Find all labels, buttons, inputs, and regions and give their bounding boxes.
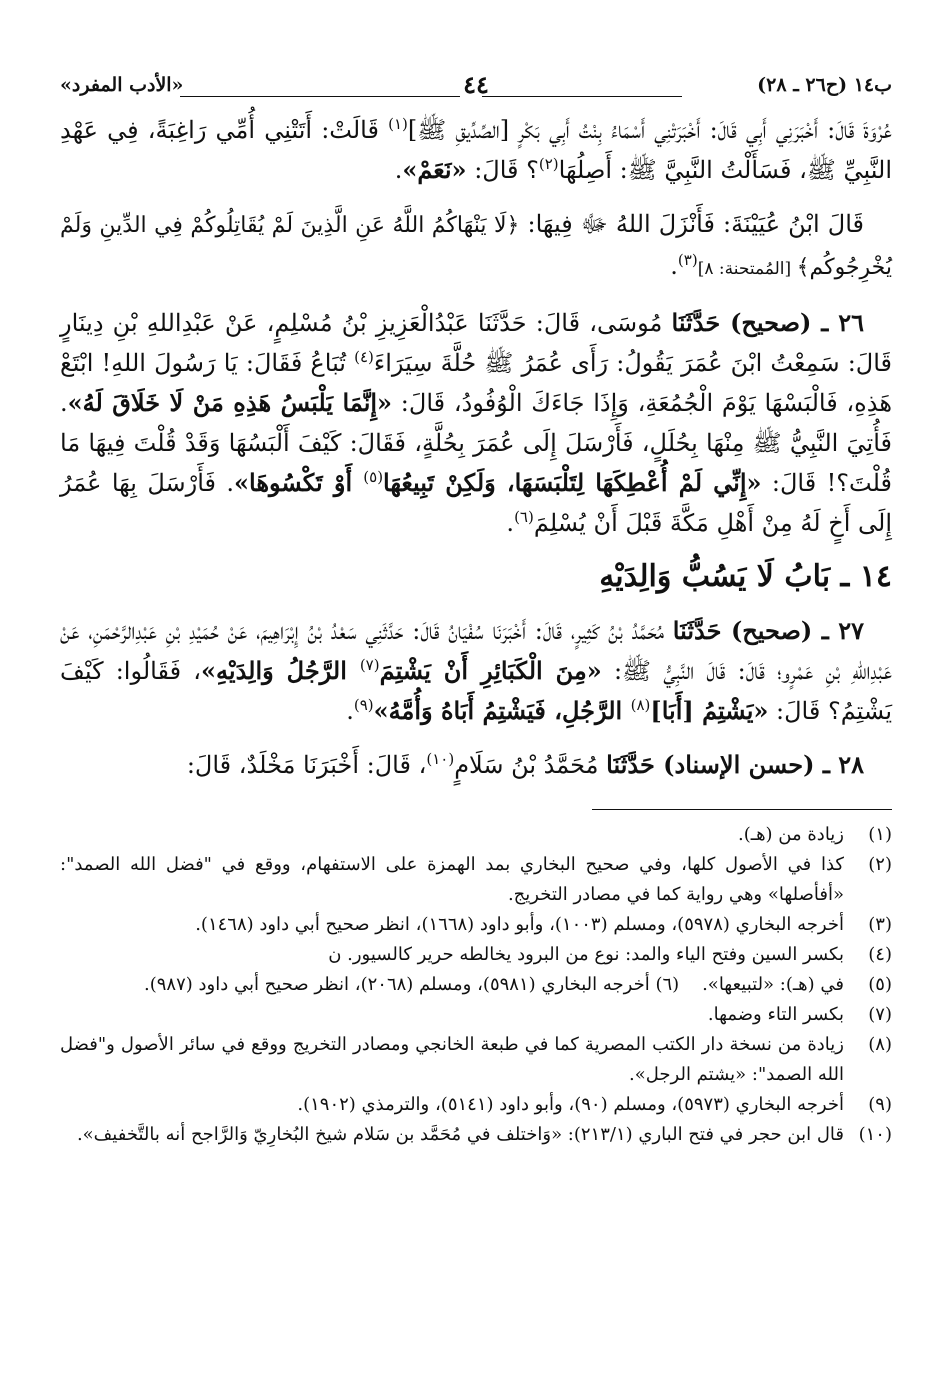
footnote-number: (٤)	[868, 944, 892, 965]
intro-end: .	[394, 156, 403, 184]
chapter-heading: ١٤ ـ بَابُ لَا يَسُبُّ وَالِدَيْهِ	[599, 559, 892, 594]
hadith-27-grade: (صحيح)	[730, 616, 813, 645]
header-rule-left	[180, 96, 460, 97]
footnote-number: (٨)	[868, 1034, 892, 1055]
footnote-text: أخرجه البخاري (٥٩٧٨)، ومسلم (١٠٠٣)، وأبو داود (١٦٦٨)، انظر صحيح أبي داود (١٤٦٨).	[195, 914, 844, 935]
footnote-text: كذا في الأصول كلها، وفي صحيح البخاري بمد الهمزة على الاستفهام، ووقع في "فضل الله الصمد": «أفأصلها» وهي رواية كما في مصادر التخريج.	[60, 854, 844, 905]
hadith-28-number: ٢٨ ـ	[814, 750, 864, 779]
ibn-uyaynah-end: .	[670, 252, 678, 280]
intro-line-1: عُرْوَةَ قَالَ: أَخْبَرَنِي أَبِي قَالَ: أَخْبَرَتْنِي أَسْمَاءُ بِنْتُ أَبِي بَكْرٍ [الصِّدِّيقِ ﷺ]	[407, 116, 892, 144]
footnote-number: (٧)	[868, 1004, 892, 1025]
hadith-28-grade: (حسن الإسناد)	[663, 750, 815, 779]
footnote-text: أخرجه البخاري (٥٩٧٣)، ومسلم (٩٠)، وأبو داود (٥١٤١)، والترمذي (١٩٠٢).	[297, 1094, 844, 1115]
hadith-27-quote-3: «يَشْتِمُ [أَبَا]	[650, 696, 769, 725]
footnote-number: (٥)	[868, 974, 892, 995]
footnote-marker-1[interactable]: (١)	[388, 115, 408, 133]
hadith-27-quote-1: «مِنَ الْكَبَائِرِ أَنْ يَشْتِمَ	[379, 656, 602, 685]
footnote-number: (٣)	[868, 914, 892, 935]
intro-line-3: ؟ قَالَ:	[466, 156, 539, 184]
hadith-28-text-1: مُحَمَّدُ بْنُ سَلَامٍ	[454, 751, 607, 779]
footnote-marker-10[interactable]: (١٠)	[426, 750, 455, 768]
footnote-3	[60, 910, 892, 940]
hadith-27-text-2: ، فَقَالُوا: كَيْفَ يَشْتِمُ؟ قَالَ:	[60, 657, 892, 725]
quran-verse-ref: [المُمتحنة: ٨]	[697, 259, 797, 279]
footnote-text: بكسر التاء وضمها.	[707, 1004, 844, 1025]
footnote-marker-5[interactable]: (٥)	[363, 468, 384, 486]
hadith-26-text-2: تُبَاعُ فَقَالَ: يَا رَسُولَ اللهِ! ابْتَعْ هَذِهِ، فَالْبَسْهَا يَوْمَ الْجُمُعَةِ، وَإِذَا جَاءَكَ الْوُفُودُ، قَالَ:	[60, 349, 893, 417]
footnote-text: زيادة من نسخة دار الكتب المصرية كما في طبعة الخانجي ومصادر التخريج ووقع في سائر الأصول و"فضل الله الصمد": «يشتم الرجل».	[60, 1034, 844, 1085]
hadith-27-number: ٢٧ ـ	[812, 616, 864, 645]
footnote-marker-9[interactable]: (٩)	[353, 696, 374, 714]
hadith-27-quote-4: الرَّجُلِ، فَيَشْتِمُ أَبَاهُ وَأُمَّهُ»	[373, 696, 631, 725]
hadith-27	[60, 611, 892, 731]
footnote-10	[60, 1120, 892, 1150]
hadith-26	[60, 303, 892, 543]
hadith-26-quote-1: «إِنَّمَا يَلْبَسُ هَذِهِ مَنْ لَا خَلَاقَ لَهُ»	[67, 388, 393, 417]
ibn-uyaynah-paragraph	[60, 204, 892, 289]
footnote-marker-3[interactable]: (٣)	[677, 251, 698, 269]
footnote-6-number: (٦)	[655, 974, 680, 995]
hadith-27-haddathana: حَدَّثَنَا	[672, 616, 731, 645]
footnote-2	[60, 850, 892, 910]
hadith-27-quote-2: الرَّجُلُ وَالِدَيْهِ»	[201, 656, 360, 685]
footnote-7	[60, 1000, 892, 1030]
hadith-28-text-2: ، قَالَ: أَخْبَرَنَا مَخْلَدٌ، قَالَ:	[186, 751, 427, 779]
page-number: ٤٤	[463, 70, 489, 99]
footnote-text: بكسر السين وفتح الياء والمد: نوع من البرود يخالطه حرير كالسيور. ن	[328, 944, 844, 965]
footnote-4	[60, 940, 892, 970]
intro-line-2: قَالَتْ: أَتَتْنِي أُمِّي رَاغِبَةً، فِي عَهْدِ النَّبِيِّ ﷺ، فَسَأَلْتُ النَّبِيَّ ﷺ: أَصِلُهَا	[60, 116, 892, 184]
footnote-marker-8[interactable]: (٨)	[630, 696, 651, 714]
header-book-title: «الأدب المفرد»	[60, 74, 184, 96]
hadith-26-number: ٢٦ ـ	[811, 308, 864, 337]
page-header	[60, 70, 892, 110]
footnote-6-text: أخرجه البخاري (٥٩٨١)، ومسلم (٢٠٦٨)، انظر صحيح أبي داود (٩٨٧).	[143, 974, 650, 995]
footnote-number: (٩)	[868, 1094, 892, 1115]
footnote-marker-7[interactable]: (٧)	[359, 656, 380, 674]
hadith-26-text-1: مُوسَى، قَالَ: حَدَّثَنَا عَبْدُالْعَزِيزِ بْنُ مُسْلِمٍ، عَنْ عَبْدِاللهِ بْنِ دِينَارٍ قَالَ: سَمِعْتُ ابْنَ عُمَرَ يَقُولُ: رَأَى عُمَرُ ﷺ حُلَّةَ سِيَرَاءَ	[60, 309, 892, 377]
footnote-5-text: في (هـ): «لتبيعها».	[702, 974, 844, 995]
hadith-27-text-1: مُحَمَّدُ بْنُ كَثِيرٍ، قَالَ: أَخْبَرَنَا سُفْيَانُ قَالَ: حَدَّثَنِي سَعْدُ بْنُ إِبْرَاهِيمَ، عَنْ حُمَيْدِ بْنِ عَبْدِالرَّحْمَنِ، عَنْ عَبْدِاللهِ بْنِ عَمْرٍو؛ قَالَ: قَالَ النَّبِيُّ ﷺ:	[60, 617, 893, 685]
hadith-26-end: .	[506, 509, 515, 537]
main-text	[60, 110, 892, 785]
footnote-marker-4[interactable]: (٤)	[354, 348, 374, 366]
intro-paragraph	[60, 110, 892, 190]
hadith-28	[60, 745, 892, 785]
footnote-separator	[592, 809, 892, 810]
footnotes	[60, 820, 892, 1150]
footnote-5-6	[60, 970, 892, 1000]
footnote-9	[60, 1090, 892, 1120]
hadith-26-haddathana: حَدَّثَنَا	[671, 308, 731, 337]
footnote-number: (٢)	[868, 854, 892, 875]
footnote-1	[60, 820, 892, 850]
footnote-number: (١)	[868, 824, 892, 845]
hadith-26-quote-3: أَوْ تَكْسُوهَا»	[234, 468, 364, 497]
ibn-uyaynah-text: قَالَ ابْنُ عُيَيْنَةَ: فَأَنْزَلَ اللهُ ﷻ فِيهَا:	[519, 210, 865, 238]
hadith-26-quote-2: «إِنِّي لَمْ أُعْطِكَهَا لِتَلْبَسَهَا، وَلَكِنْ تَبِيعُهَا	[383, 468, 762, 497]
hadith-26-text-4: . فَأَرْسَلَ بِهَا عُمَرُ إِلَى أَخٍ لَهُ مِنْ أَهْلِ مَكَّةَ قَبْلَ أَنْ يُسْلِمَ	[60, 469, 892, 537]
footnote-marker-2[interactable]: (٢)	[538, 155, 559, 173]
footnote-number: (١٠)	[858, 1124, 892, 1145]
header-chapter-ref: ب١٤ (ح٢٦ ـ ٢٨)	[757, 74, 892, 96]
footnote-8	[60, 1030, 892, 1090]
quran-verse: ﴿لَا يَنْهَاكُمُ اللَّهُ عَنِ الَّذِينَ لَمْ يُقَاتِلُوكُمْ فِي الدِّينِ وَلَمْ يُخْرِجُوكُم﴾	[60, 213, 892, 280]
hadith-26-text-3: . فَأُتِيَ النَّبِيُّ ﷺ مِنْهَا بِحُلَلٍ، فَأَرْسَلَ إِلَى عُمَرَ بِحُلَّةٍ، فَقَالَ: كَيْفَ أَلْبَسُهَا وَقَدْ قُلْتَ فِيهَا مَا قُلْتَ؟! قَالَ:	[60, 389, 892, 497]
footnote-marker-6[interactable]: (٦)	[514, 508, 534, 526]
hadith-26-grade: (صحيح)	[730, 308, 812, 337]
footnote-text: زيادة من (هـ).	[738, 824, 844, 845]
intro-answer: «نَعَمْ»	[402, 155, 467, 184]
footnote-text	[60, 970, 844, 1000]
footnote-text: قال ابن حجر في فتح الباري (٢١٣/١): «وَاختلف في مُحَمَّد بن سَلام شيخ البُخارِيّ وَالرَّاجح أنه بالتَّخفيف».	[76, 1124, 844, 1145]
header-rule-right	[482, 96, 682, 97]
hadith-28-haddathana: حَدَّثَنَا	[606, 750, 664, 779]
hadith-27-end: .	[346, 697, 354, 725]
